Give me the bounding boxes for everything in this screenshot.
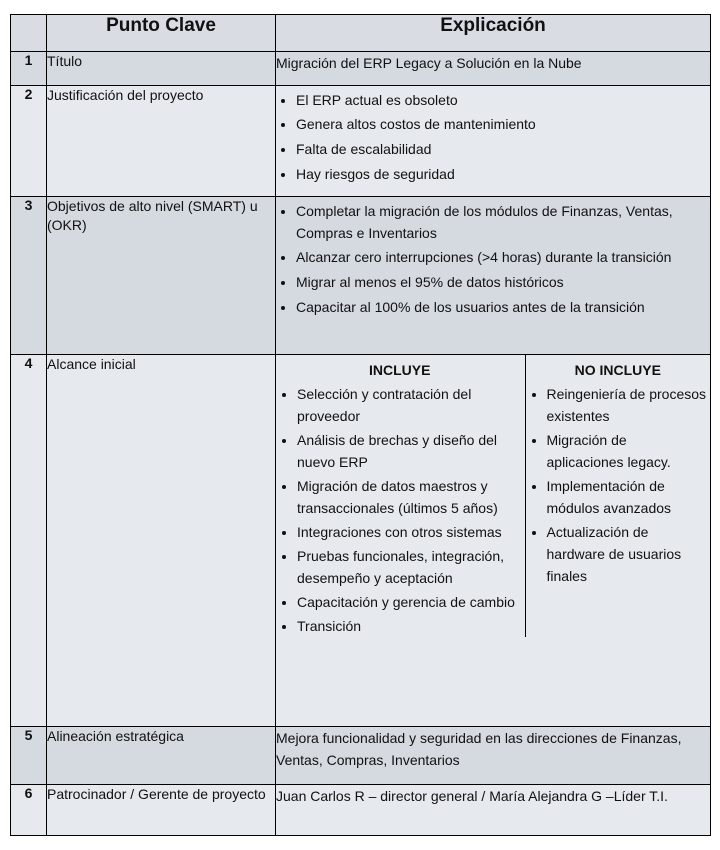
objectives-list [276, 200, 710, 318]
list-item: • Hay riesgos de seguridad [296, 163, 710, 185]
header-row [11, 15, 711, 52]
list-item: • Migración de datos maestros y transaccionales (últimos 5 años) [297, 475, 521, 519]
row-number: 5 [11, 727, 47, 785]
row-justification [11, 86, 711, 197]
excludes-column [525, 355, 711, 637]
row-key: Objetivos de alto nivel (SMART) u (OKR) [47, 197, 276, 355]
row-explanation [276, 86, 711, 197]
list-item: • Selección y contratación del proveedor [297, 383, 521, 427]
row-alignment [11, 727, 711, 785]
row-number: 4 [11, 355, 47, 727]
list-item: • Capacitar al 100% de los usuarios antes de la transición [296, 296, 710, 318]
list-item: • Completar la migración de los módulos de Finanzas, Ventas, Compras e Inventarios [296, 200, 710, 244]
list-item: • Transición [297, 615, 521, 637]
list-item: • Pruebas funcionales, integración, desempeño y aceptación [297, 545, 521, 589]
row-explanation: Juan Carlos R – director general / María Alejandra G –Líder T.I. [276, 785, 711, 836]
row-explanation [276, 197, 711, 355]
row-number: 2 [11, 86, 47, 197]
list-item: • Reingeniería de procesos existentes [547, 383, 708, 427]
row-key: Título [47, 52, 276, 86]
row-title [11, 52, 711, 86]
list-item: • Integraciones con otros sistemas [297, 521, 521, 543]
list-item: • Migración de aplicaciones legacy. [547, 429, 708, 473]
row-objectives [11, 197, 711, 355]
list-item: • Alcanzar cero interrupciones (>4 horas) durante la transición [296, 246, 710, 268]
project-charter-table [10, 14, 711, 836]
list-item: • Capacitación y gerencia de cambio [297, 591, 521, 613]
list-item: • Falta de escalabilidad [296, 138, 710, 160]
includes-title: INCLUYE [369, 362, 431, 378]
row-number: 6 [11, 785, 47, 836]
excludes-list [529, 383, 708, 587]
row-key: Alcance inicial [47, 355, 276, 727]
header-key-column: Punto Clave [47, 15, 276, 52]
includes-column [276, 355, 525, 637]
row-explanation: Migración del ERP Legacy a Solución en la Nube [276, 52, 711, 86]
includes-list [279, 383, 521, 637]
row-number: 3 [11, 197, 47, 355]
list-item: • Migrar al menos el 95% de datos históricos [296, 271, 710, 293]
row-key: Justificación del proyecto [47, 86, 276, 197]
row-scope [11, 355, 711, 727]
row-sponsor [11, 785, 711, 836]
scope-cell [276, 355, 711, 727]
row-explanation: Mejora funcionalidad y seguridad en las direcciones de Finanzas, Ventas, Compras, Inventarios [276, 727, 711, 785]
justification-list [276, 89, 710, 185]
row-number: 1 [11, 52, 47, 86]
list-item: • Implementación de módulos avanzados [547, 475, 708, 519]
header-explanation-column: Explicación [276, 15, 711, 52]
row-key: Alineación estratégica [47, 727, 276, 785]
list-item: • Análisis de brechas y diseño del nuevo ERP [297, 429, 521, 473]
list-item: • Actualización de hardware de usuarios finales [547, 521, 708, 587]
scope-inner-table [276, 355, 711, 637]
row-key: Patrocinador / Gerente de proyecto [47, 785, 276, 836]
header-num [11, 15, 47, 52]
list-item: • El ERP actual es obsoleto [296, 89, 710, 111]
excludes-title: NO INCLUYE [574, 362, 661, 378]
list-item: • Genera altos costos de mantenimiento [296, 113, 710, 135]
